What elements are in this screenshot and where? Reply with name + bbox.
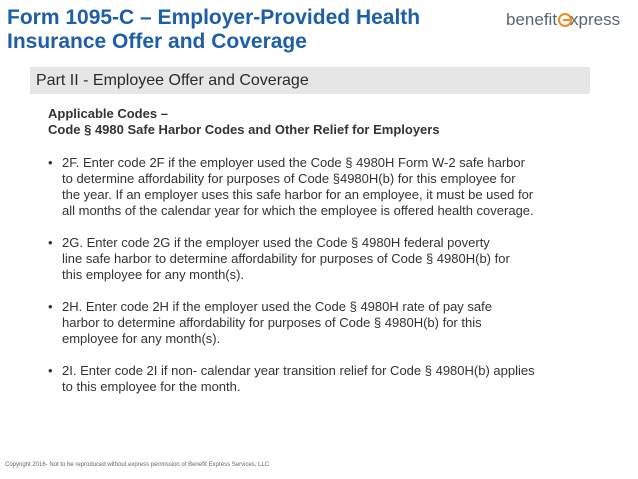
section-header <box>30 67 590 94</box>
bullet-2h-line-2: harbor to determine affordability for purposes of Code § 4980H(b) for this <box>62 315 482 330</box>
content-body <box>48 106 608 411</box>
heading-line-1: Applicable Codes – <box>48 106 168 121</box>
benefit-express-logo <box>506 8 620 32</box>
bullet-dot-icon: • <box>48 363 53 378</box>
bullet-2f-line-2: to determine affordability for purposes of Code §4980H(b) for this employee for <box>62 171 516 186</box>
section-header-label: Part II - Employee Offer and Coverage <box>36 72 309 89</box>
logo-text-right: xpress <box>570 10 621 29</box>
logo-e-icon <box>558 13 572 27</box>
bullet-2f-line-4: all months of the calendar year for which the employee is offered health coverage. <box>62 203 534 218</box>
bullet-2g-line-2: line safe harbor to determine affordability for purposes of Code § 4980H(b) for <box>62 251 510 266</box>
copyright-footer: Copyright 2016- Not to be reproduced without express permission of Benefit Express Services, LLC <box>5 462 270 468</box>
bullet-dot-icon: • <box>48 155 53 170</box>
code-bullet-list <box>48 155 608 395</box>
bullet-2i-line-1: 2I. Enter code 2I if non- calendar year transition relief for Code § 4980H(b) applies <box>62 363 535 378</box>
bullet-item-2h <box>48 299 608 347</box>
bullet-2f-line-1: 2F. Enter code 2F if the employer used the Code § 4980H Form W-2 safe harbor <box>62 155 525 170</box>
applicable-codes-heading <box>48 106 608 138</box>
bullet-dot-icon: • <box>48 299 53 314</box>
page-title <box>7 6 447 54</box>
bullet-2g-line-3: this employee for any month(s). <box>62 267 245 282</box>
bullet-item-2f <box>48 155 608 219</box>
bullet-2h-line-3: employee for any month(s). <box>62 331 221 346</box>
bullet-2i-line-2: to this employee for the month. <box>62 379 241 394</box>
title-line-1: Form 1095-C – Employer-Provided Health <box>7 6 421 29</box>
title-line-2: Insurance Offer and Coverage <box>7 30 307 53</box>
bullet-2h-line-1: 2H. Enter code 2H if the employer used the Code § 4980H rate of pay safe <box>62 299 492 314</box>
bullet-item-2i <box>48 363 608 395</box>
bullet-2f-line-3: the year. If an employer uses this safe harbor for an employee, it must be used for <box>62 187 534 202</box>
bullet-2g-line-1: 2G. Enter code 2G if the employer used the Code § 4980H federal poverty <box>62 235 490 250</box>
logo-text-left: benefit <box>506 10 558 29</box>
bullet-item-2g <box>48 235 608 283</box>
bullet-dot-icon: • <box>48 235 53 250</box>
heading-line-2: Code § 4980 Safe Harbor Codes and Other Relief for Employers <box>48 122 440 137</box>
